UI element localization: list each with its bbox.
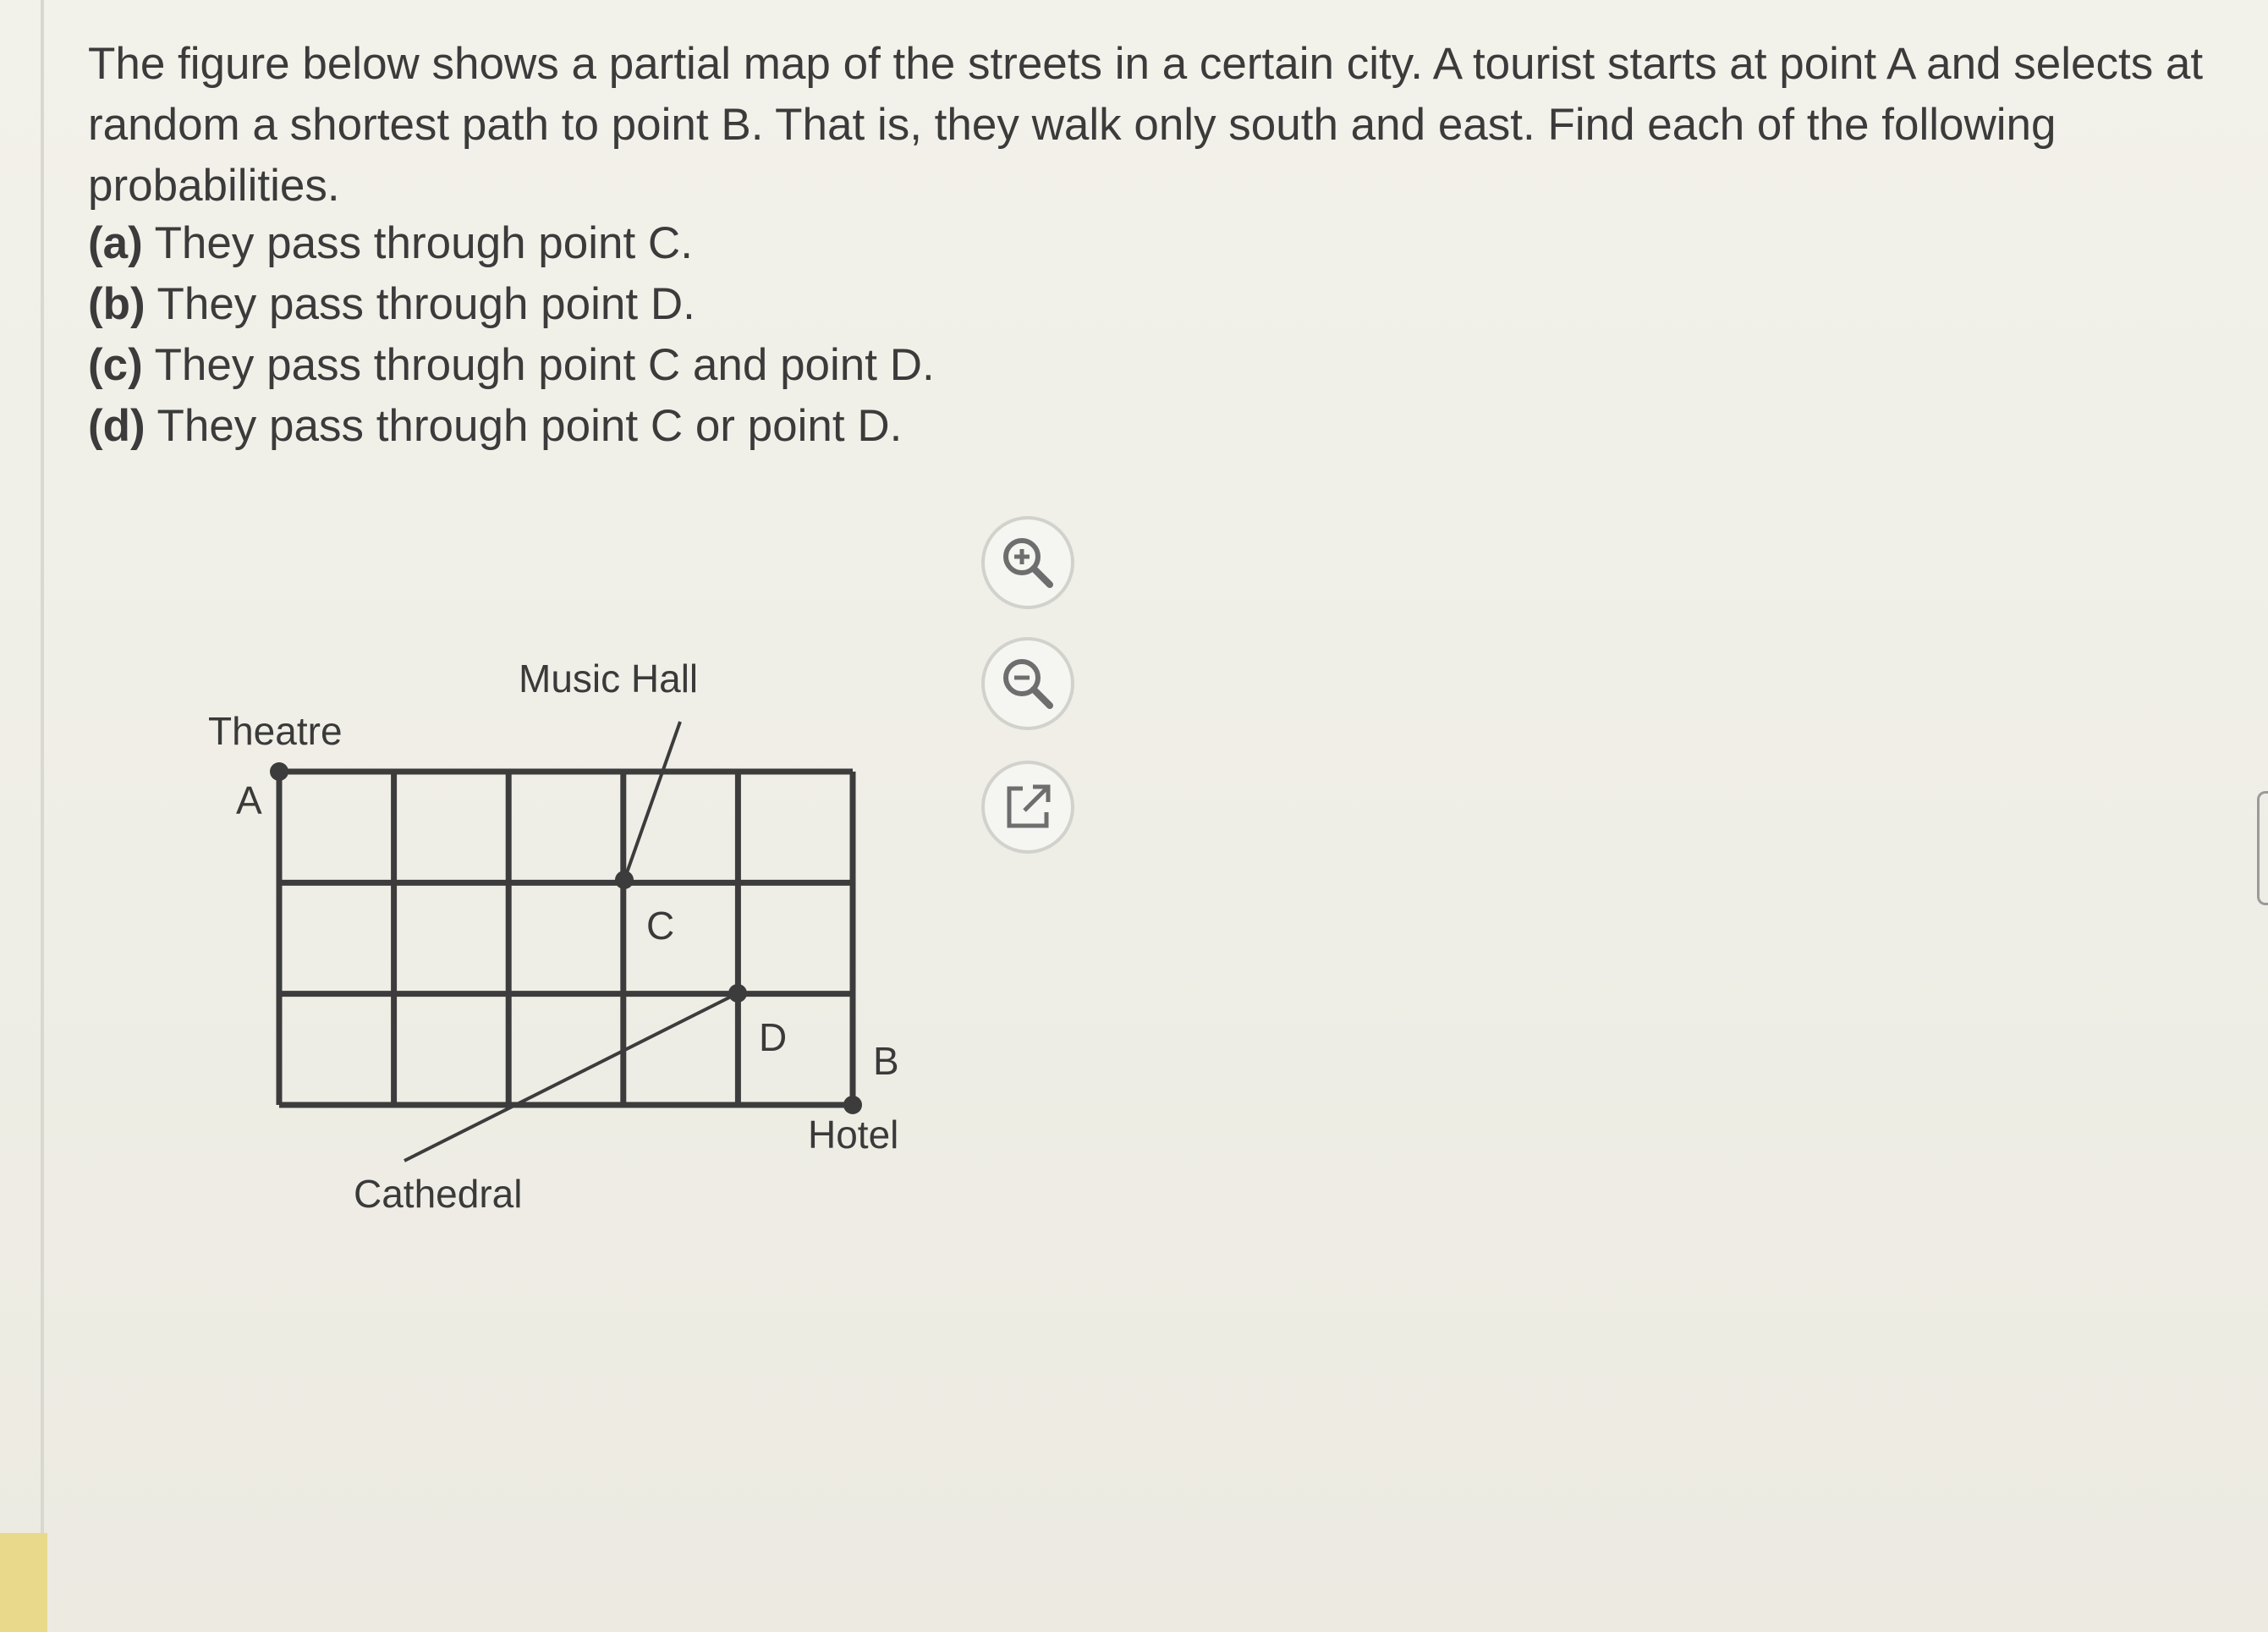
point-d-dot [728,984,747,1003]
zoom-out-icon [994,650,1062,717]
question-parts [88,213,935,457]
part-text: They pass through point C or point D. [157,401,903,451]
cathedral-label: Cathedral [354,1172,523,1216]
part-d [88,396,935,457]
theatre-label: Theatre [208,709,343,753]
cathedral-pointer [404,993,738,1161]
side-panel-handle[interactable] [2257,791,2268,905]
left-divider [41,0,44,1632]
question-text [88,34,2220,217]
zoom-in-button[interactable] [981,516,1074,609]
point-b-dot [843,1096,862,1114]
part-text: They pass through point C and point D. [154,340,935,390]
street-map-figure [169,643,973,1235]
point-d-label: D [759,1015,788,1059]
point-a-label: A [236,778,262,822]
part-c [88,335,935,396]
music-hall-pointer [624,722,680,880]
external-link-icon [994,773,1062,841]
part-text: They pass through point C. [154,218,693,268]
part-text: They pass through point D. [157,279,695,329]
point-b-label: B [873,1039,899,1083]
point-c-label: C [646,904,675,948]
street-map [169,643,973,1235]
question-stem: The figure below shows a partial map of the streets in a certain city. A tourist starts at point A and selects at random a shortest path to point B. That is, they walk only south and east. Find each of the following probabilities. [88,39,2204,211]
zoom-in-icon [994,529,1062,596]
open-in-new-window-button[interactable] [981,761,1074,854]
part-b [88,274,935,335]
part-a [88,213,935,274]
part-tag: (d) [88,401,146,451]
hotel-label: Hotel [808,1113,899,1157]
corner-accent [0,1533,47,1632]
part-tag: (b) [88,279,146,329]
part-tag: (c) [88,340,143,390]
music-hall-label: Music Hall [519,657,699,701]
zoom-out-button[interactable] [981,637,1074,730]
point-c-dot [615,871,634,889]
point-a-dot [270,762,288,781]
part-tag: (a) [88,218,143,268]
